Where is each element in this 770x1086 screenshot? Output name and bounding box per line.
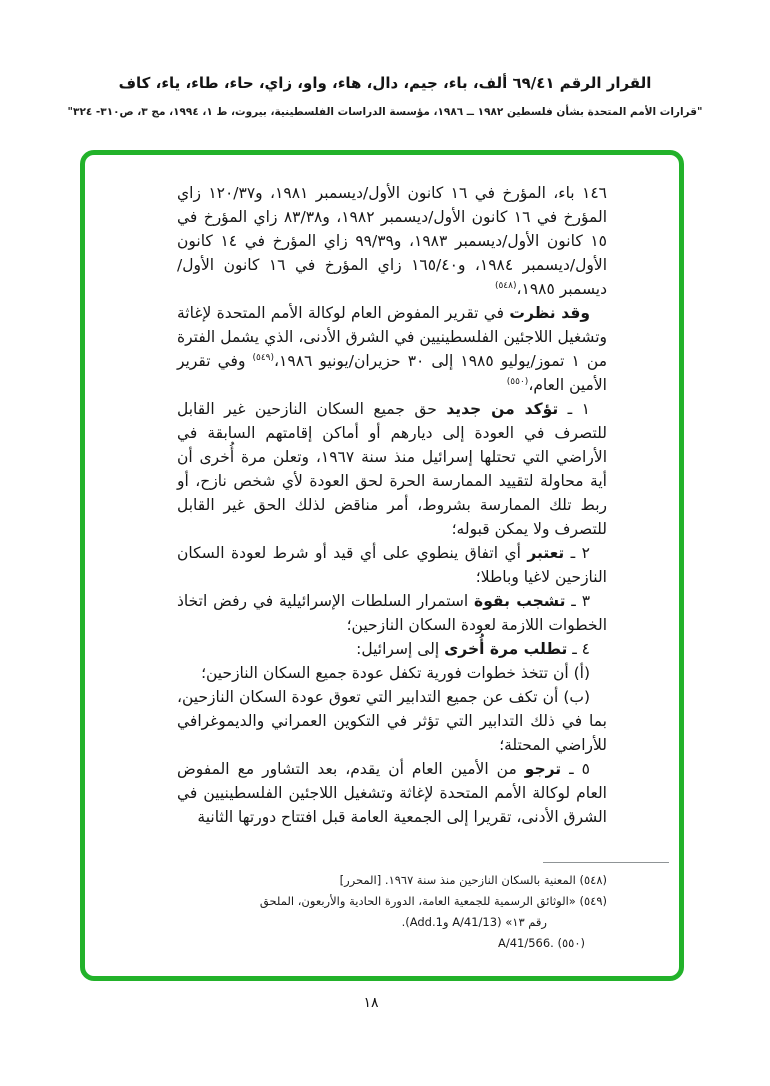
text-segment: ٣ ـ (565, 592, 591, 610)
footnote-separator (543, 862, 669, 863)
text-segment: إلى إسرائيل: (356, 640, 445, 658)
body-paragraph (177, 685, 607, 757)
footnote-line: (٥٤٩) «الوثائق الرسمية للجمعية العامة، الدورة الحادية والأربعون، الملحق (259, 894, 607, 908)
text-segment: استمرار السلطات الإسرائيلية في رفض اتخاذ الخطوات اللازمة لعودة السكان النازحين؛ (177, 592, 607, 634)
footnote-line: (٥٤٨) المعنية بالسكان النازحين منذ سنة ١٩٦٧. [المحرر] (339, 873, 607, 887)
text-segment: وفي تقرير الأمين العام، (177, 352, 607, 394)
body-paragraph (177, 661, 607, 685)
footnote-line: (٥٥٠) A/41/566.‎ (497, 936, 585, 950)
text-segment: (ب) أن تكف عن جميع التدابير التي تعوق عودة السكان النازحين، بما في ذلك التدابير التي تؤثر في التكوين العمراني والديموغرافي للأراضي المحتلة؛ (177, 688, 607, 754)
body-paragraph (177, 637, 607, 661)
text-segment: تؤكد من جديد (446, 400, 559, 418)
text-segment: أي اتفاق ينطوي على أي قيد أو شرط لعودة السكان النازحين لاغيا وباطلا؛ (177, 544, 607, 586)
page-subtitle: "قرارات الأمم المتحدة بشأن فلسطين ١٩٨٢ ــ ١٩٨٦، مؤسسة الدراسات الفلسطينية، بيروت، ط ١، ١٩٩٤، مج ٣، ص٣١٠- ٣٢٤" (67, 106, 703, 118)
body-paragraph (177, 301, 607, 397)
document-frame (80, 150, 684, 981)
footnote-line: رقم ١٣» (A/41/13 وAdd.1). (401, 915, 547, 929)
body-paragraph (177, 181, 607, 301)
body-paragraph (177, 541, 607, 589)
body-text (177, 181, 607, 829)
text-segment: ١ ـ (558, 400, 590, 418)
page-number: ١٨ (363, 995, 379, 1011)
footnote-marker: (٥٥٠) (506, 377, 529, 387)
text-segment: في تقرير المفوض العام لوكالة الأمم المتحدة لإغاثة وتشغيل اللاجئين الفلسطينيين في الشرق الأدنى، الذي يشمل الفترة من ١ تموز/يوليو ١٩٨٥ إلى ٣٠ حزيران/يونيو ١٩٨٦، (177, 304, 607, 370)
text-segment: ٤ ـ (567, 640, 590, 658)
footnote-list (177, 870, 607, 954)
footnote-marker: (٥٤٩) (252, 353, 275, 363)
text-segment: ٥ ـ (561, 760, 590, 778)
text-segment: ترجو (524, 760, 562, 778)
body-paragraph (177, 589, 607, 637)
text-segment: تشجب بقوة (474, 592, 566, 610)
text-segment: وقد نظرت (509, 304, 590, 322)
body-paragraph (177, 757, 607, 829)
footnote-marker: (٥٤٨) (494, 281, 517, 291)
text-segment: حق جميع السكان النازحين غير القابل للتصرف في العودة إلى ديارهم أو أماكن إقامتهم السابقة في الأراضي التي تحتلها إسرائيل منذ سنة ١٩٦٧، وتعلن مرة أُخرى أن أية محاولة لتقييد الممارسة الحرة لحق العودة لأي شخص نازح، أو ربط تلك الممارسة بشروط، أمر مناقض لذلك الحق غير القابل للتصرف ولا يمكن قبوله؛ (177, 400, 607, 538)
text-segment: من الأمين العام أن يقدم، بعد التشاور مع المفوض العام لوكالة الأمم المتحدة لإغاثة وتشغيل اللاجئين الفلسطينيين في الشرق الأدنى، تقريرا إلى الجمعية العامة قبل افتتاح دورتها الثانية (177, 760, 607, 826)
text-segment: تعتبر (527, 544, 565, 562)
footnote-section (177, 870, 607, 954)
text-segment: ١٤٦ باء، المؤرخ في ١٦ كانون الأول/ديسمبر ١٩٨١، و١٢٠/٣٧ زاي المؤرخ في ١٦ كانون الأول/ديسمبر ١٩٨٢، و٨٣/٣٨ زاي المؤرخ في ١٥ كانون الأول/ديسمبر ١٩٨٣، و٩٩/٣٩ زاي المؤرخ في ١٤ كانون الأول/ديسمبر ١٩٨٤، و١٦٥/٤٠ زاي المؤرخ في ١٦ كانون الأول/ديسمبر ١٩٨٥، (177, 184, 608, 298)
text-segment: تطلب مرة أُخرى (444, 640, 568, 658)
text-segment: ٢ ـ (564, 544, 590, 562)
text-segment: (أ) أن تتخذ خطوات فورية تكفل عودة جميع السكان النازحين؛ (201, 664, 590, 682)
page-title: القرار الرقم ٦٩/٤١ ألف، باء، جيم، دال، هاء، واو، زاي، حاء، طاء، ياء، كاف (118, 74, 652, 92)
body-paragraph (177, 397, 607, 541)
